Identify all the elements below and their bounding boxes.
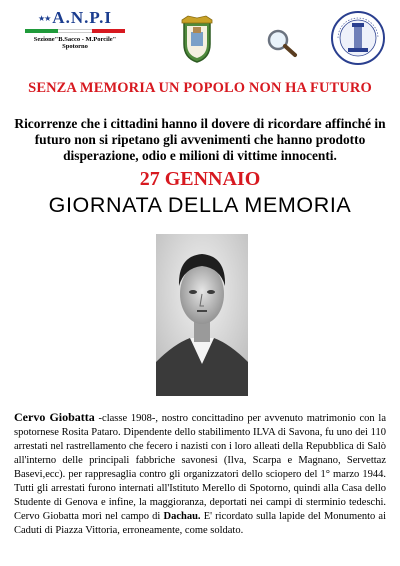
cultural-association-seal-icon xyxy=(330,10,386,66)
italian-flag-bar xyxy=(25,29,125,33)
event-title: GIORNATA DELLA MEMORIA xyxy=(48,193,352,217)
anpi-logo xyxy=(20,8,130,50)
intro-text: Ricorrenze che i cittadini hanno il dovere di ricordare affinché in futuro non si ripetano gli avvenimenti che hanno prodotto disperazione, odio e milioni di vittime innocenti. xyxy=(14,116,386,163)
stars-icon: ★★ xyxy=(37,13,51,23)
town-crest-icon xyxy=(178,14,216,64)
portrait-photo xyxy=(156,234,248,396)
camp-name: Dachau. xyxy=(163,511,201,522)
biography-part2: E' ricordato sulla lapide del Monumento ai Caduti di Piazza Vittoria, erroneamente, come soldato. xyxy=(14,511,386,536)
header xyxy=(0,0,400,78)
magnifier-icon xyxy=(265,28,299,58)
person-name: Cervo Giobatta xyxy=(14,410,95,424)
anpi-section: Sezione"B.Sacco - M.Porcile" xyxy=(33,36,117,43)
anpi-title: A.N.P.I xyxy=(52,8,113,27)
biography-part1: -classe 1908-, nostro concittadino per avvenuto matrimonio con la spotornese Rosita Pataro. Dipendente dello stabilimento ILVA di Savona, fu uno dei 110 arrestati nel rastrellamento che fecero i nazisti con i loro alleati della Repubblica di Salò all'interno delle principali fabbriche savonesi (Ilva, Scarpa e Magnano, Servettaz Basevi,ecc). per rappresaglia contro gli organizzatori dello sciopero del 1° marzo 1944. Tutti gli arrestati furono internati all'Istituto Merello di Spotorno, quindi alla Casa dello Studente di Genova e infine, la maggioranza, deportati nei campi di sterminio tedeschi. Cervo Giobatta morì nel campo di xyxy=(14,413,386,522)
biography-text xyxy=(14,410,386,538)
anpi-title-row xyxy=(20,8,130,28)
event-date: 27 GENNAIO xyxy=(139,168,261,190)
anpi-town: Spotorno xyxy=(62,43,88,50)
slogan: SENZA MEMORIA UN POPOLO NON HA FUTURO xyxy=(28,80,372,96)
